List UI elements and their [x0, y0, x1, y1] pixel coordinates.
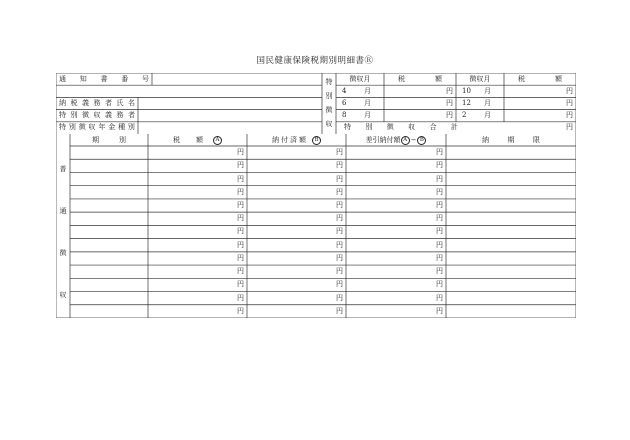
- ordinary-yen-paid: 円: [336, 227, 343, 236]
- ordinary-yen-diff: 円: [436, 161, 443, 170]
- special-yen-left: 円: [446, 86, 453, 95]
- ordinary-yen-tax: 円: [237, 174, 244, 183]
- ordinary-yen-tax: 円: [237, 148, 244, 157]
- ordinary-col-paid: 納付済額 B: [247, 134, 346, 146]
- special-col-month-right: 徴収月: [469, 74, 491, 83]
- ordinary-yen-diff: 円: [436, 148, 443, 157]
- ordinary-yen-paid: 円: [336, 174, 343, 183]
- ordinary-yen-tax: 円: [237, 227, 244, 236]
- ordinary-col-diff: 差引納付額 A − B: [346, 134, 446, 146]
- ordinary-side-label: 普 通 徴 収: [59, 164, 67, 299]
- ordinary-yen-diff: 円: [436, 240, 443, 249]
- title-mark: Ⓡ: [364, 56, 374, 66]
- ordinary-yen-tax: 円: [237, 306, 244, 315]
- ordinary-col-period: 期 別: [92, 135, 126, 144]
- notice-number-label: 通 知 書 番 号: [59, 74, 149, 83]
- special-yen-left: 円: [446, 98, 453, 107]
- special-month-right: 10 月: [462, 86, 491, 95]
- ordinary-yen-diff: 円: [436, 187, 443, 196]
- ordinary-yen-diff: 円: [436, 253, 443, 262]
- tax-detail-form: [56, 73, 576, 318]
- special-month-left: 8 月: [342, 111, 371, 120]
- special-col-amount-left: 税 額: [398, 74, 442, 83]
- ordinary-yen-paid: 円: [336, 187, 343, 196]
- withholding-obligor-label: 特 別 徴 収 義 務 者: [59, 111, 135, 120]
- ordinary-yen-diff: 円: [436, 306, 443, 315]
- ordinary-yen-paid: 円: [336, 240, 343, 249]
- ordinary-yen-tax: 円: [237, 293, 244, 302]
- ordinary-yen-paid: 円: [336, 148, 343, 157]
- ordinary-yen-tax: 円: [237, 280, 244, 289]
- pension-type-label: 特 別 徴 収 年 金 種 別: [59, 123, 135, 132]
- ordinary-yen-diff: 円: [436, 267, 443, 276]
- special-yen-right: 円: [566, 111, 573, 120]
- special-month-right: 2 月: [462, 111, 491, 120]
- special-yen-right: 円: [566, 98, 573, 107]
- special-month-left: 4 月: [342, 86, 371, 95]
- ordinary-yen-diff: 円: [436, 227, 443, 236]
- title-text: 国民健康保険税期別明細書: [256, 56, 365, 66]
- ordinary-yen-tax: 円: [237, 253, 244, 262]
- special-col-month-left: 徴収月: [349, 74, 371, 83]
- ordinary-yen-tax: 円: [237, 187, 244, 196]
- ordinary-yen-tax: 円: [237, 161, 244, 170]
- ordinary-yen-diff: 円: [436, 214, 443, 223]
- ordinary-yen-tax: 円: [237, 214, 244, 223]
- special-yen-right: 円: [566, 86, 573, 95]
- ordinary-yen-tax: 円: [237, 267, 244, 276]
- ordinary-yen-paid: 円: [336, 214, 343, 223]
- special-month-right: 12 月: [462, 98, 491, 107]
- ordinary-yen-paid: 円: [336, 267, 343, 276]
- special-total-yen: 円: [566, 123, 573, 132]
- ordinary-yen-paid: 円: [336, 280, 343, 289]
- ordinary-yen-paid: 円: [336, 201, 343, 210]
- ordinary-yen-paid: 円: [336, 161, 343, 170]
- ordinary-col-due: 納 期 限: [482, 135, 540, 144]
- ordinary-yen-diff: 円: [436, 293, 443, 302]
- ordinary-yen-paid: 円: [336, 293, 343, 302]
- ordinary-yen-diff: 円: [436, 280, 443, 289]
- ordinary-yen-paid: 円: [336, 306, 343, 315]
- page-title: [0, 54, 630, 66]
- ordinary-yen-diff: 円: [436, 174, 443, 183]
- ordinary-yen-paid: 円: [336, 253, 343, 262]
- special-col-amount-right: 税 額: [518, 74, 562, 83]
- special-yen-left: 円: [446, 111, 453, 120]
- ordinary-col-tax: 税 額 A: [148, 134, 247, 146]
- special-total-label: 特 別 徴 収 合 計: [344, 123, 458, 132]
- ordinary-yen-diff: 円: [436, 201, 443, 210]
- taxpayer-name-label: 納 税 義 務 者 氏 名: [59, 98, 135, 107]
- ordinary-yen-tax: 円: [237, 201, 244, 210]
- ordinary-yen-tax: 円: [237, 240, 244, 249]
- special-side-label: 特 別 徴 収: [325, 77, 333, 129]
- special-month-left: 6 月: [342, 98, 371, 107]
